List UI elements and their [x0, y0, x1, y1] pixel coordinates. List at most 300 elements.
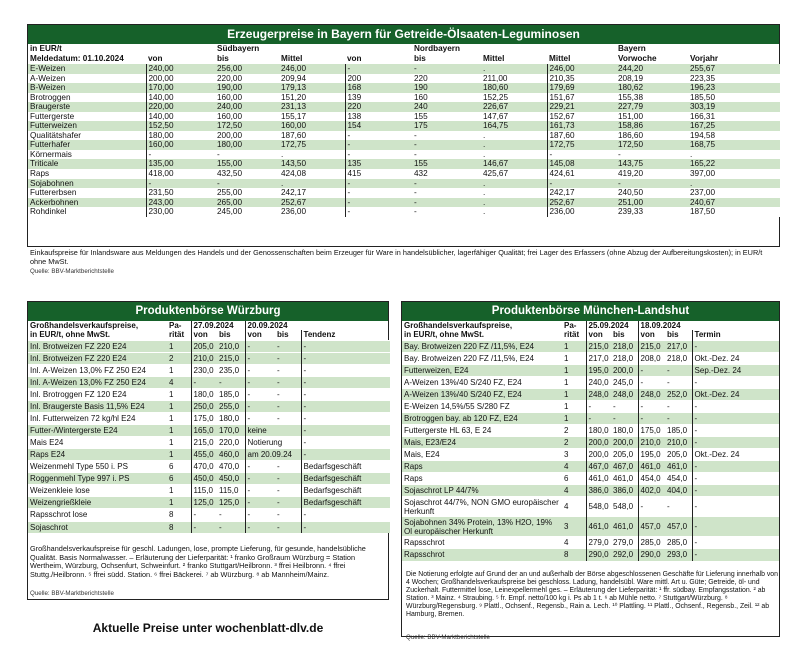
- table-cell: 155,17: [279, 112, 345, 122]
- row-label: Rapsschrot: [404, 538, 445, 548]
- table-row: [28, 449, 390, 461]
- table-cell: -: [277, 353, 280, 363]
- table-cell: 140,00: [148, 111, 174, 121]
- table-cell: 455,0: [191, 449, 217, 461]
- table-cell: 460,0: [219, 450, 240, 460]
- table-cell: 223,35: [690, 73, 716, 83]
- row-label: Raps: [28, 169, 146, 179]
- parity-cell: 1: [169, 414, 174, 424]
- table-cell: -: [277, 402, 280, 412]
- table-cell: 210,35: [549, 73, 575, 83]
- table-cell: -: [549, 149, 553, 159]
- table-cell: 125,0: [219, 498, 240, 508]
- table-cell: 180,0: [613, 426, 634, 436]
- table-cell: 175,0: [638, 425, 665, 437]
- table-cell: 220,00: [217, 73, 243, 83]
- parity-cell: 1: [564, 341, 569, 351]
- table-row: [28, 376, 390, 388]
- table-cell: 215,0: [586, 340, 611, 352]
- parity-cell: 6: [169, 462, 174, 472]
- table-cell: 467,0: [613, 462, 634, 472]
- parity-cell: 8: [169, 522, 174, 532]
- table-row: [402, 352, 779, 364]
- table-cell: Okt.-Dez. 24: [692, 389, 779, 401]
- row-label: Futterhafer: [28, 140, 146, 150]
- table-cell: 155: [414, 159, 428, 169]
- ml-parity-2: rität: [564, 330, 580, 340]
- table-cell: 415: [347, 169, 362, 179]
- table-cell: 450,0: [191, 473, 217, 485]
- wb-col-bis: bis: [219, 330, 231, 340]
- table-row: [28, 188, 780, 198]
- parity-cell: 4: [564, 462, 569, 472]
- row-label: Futter-/Wintergerste E24: [30, 426, 118, 436]
- table-cell: 151,00: [618, 111, 644, 121]
- table-cell: 115,0: [191, 485, 217, 497]
- table-cell: 164,75: [481, 121, 547, 131]
- table-cell: -: [549, 178, 553, 188]
- table-cell: 190: [414, 83, 428, 93]
- row-label: Futterweizen: [28, 121, 146, 131]
- producer-prices-panel: [27, 24, 780, 247]
- table-row: [28, 340, 390, 352]
- table-cell: 155: [414, 111, 428, 121]
- table-cell: 218,0: [667, 353, 688, 363]
- table-cell: -: [219, 522, 222, 532]
- table-row: [28, 461, 390, 473]
- table-cell: .: [279, 179, 345, 189]
- table-cell: 186,60: [618, 130, 644, 140]
- group-nordbayern: Nordbayern: [414, 44, 460, 53]
- table-cell: -: [301, 352, 390, 364]
- table-cell: 208,0: [638, 352, 665, 364]
- wuerzburg-source: Quelle: BBV-Marktberichtstelle: [30, 590, 114, 597]
- table-cell: 220: [414, 73, 428, 83]
- producer-prices-note: Einkaufspreise für Inlandsware aus Meldungen des Handels und der Genossenschaften beim Erzeuger für Ware in handelsüblicher, lagerfähiger Qualität; frei Lager des Erfassers (ohne Abzug der Aufbereitungskosten); in EUR/t ohne MwSt.: [30, 248, 763, 266]
- row-label: Futtererbsen: [28, 188, 146, 198]
- table-cell: 179,13: [279, 83, 345, 93]
- table-cell: 185,0: [219, 390, 240, 399]
- table-row: [28, 150, 780, 160]
- table-cell: 217,0: [667, 341, 688, 351]
- table-row: [28, 102, 780, 112]
- table-cell: 160,00: [148, 140, 174, 150]
- table-cell: 208,19: [618, 73, 644, 83]
- date-label: Meldedatum: 01.10.2024: [30, 54, 124, 63]
- wuerzburg-note: Großhandelsverkaufspreise für geschl. Ladungen, lose, prompte Lieferung, für gesunde, handelsübliche Qualität. Basis Normalwasser. – Erläuterung der Lieferparität: ¹ franko Großraum Würzburg = Station Wertheim, Würzburg, Ochsenfurt, Schweinfurt. ² franko Stuttgart/Heilbronn. ³ ffrei Heilbronn. ⁴ ffrei Stuttg./Heilbronn. ⁵ ffrei südd. Station. ⁶ ffrei Bäckerei. ⁷ ab Würzburg. ⁸ ab Mannheim/Mainz.: [30, 544, 366, 579]
- table-cell: 200,0: [586, 449, 611, 461]
- table-cell: -: [347, 130, 351, 140]
- table-row: [28, 140, 780, 150]
- row-label: Brotroggen bay. ab 120 FZ, E24: [404, 414, 518, 424]
- unit-label: in EUR/t: [30, 44, 62, 53]
- table-cell: -: [586, 413, 611, 425]
- col-von: von: [347, 54, 362, 63]
- ml-col-bis: bis: [667, 330, 679, 340]
- producer-prices-title: Erzeugerpreise in Bayern für Getreide-Ölsaaten-Leguminosen: [28, 25, 779, 44]
- table-cell: 461,0: [667, 462, 688, 472]
- table-cell: -: [301, 364, 390, 376]
- col-von: von: [148, 54, 163, 63]
- table-cell: 229,21: [549, 102, 575, 112]
- row-label: Futtergerste: [28, 112, 146, 122]
- ml-col-termin: Termin: [692, 330, 779, 340]
- table-cell: 231,13: [279, 102, 345, 112]
- table-cell: -: [638, 497, 665, 517]
- table-cell: 242,17: [549, 188, 575, 198]
- table-row: [402, 517, 779, 537]
- row-label: Rapsschrot: [404, 550, 445, 560]
- row-label: Raps: [404, 474, 423, 484]
- parity-cell: 1: [169, 486, 174, 496]
- table-cell: -: [347, 149, 351, 159]
- table-cell: 160,00: [217, 111, 243, 121]
- table-cell: .: [481, 198, 547, 208]
- table-cell: -: [277, 377, 280, 387]
- table-cell: 187,60: [549, 130, 575, 140]
- row-label: A-Weizen 13%/40 S/240 FZ, E24: [404, 390, 522, 399]
- table-cell: 246,00: [549, 64, 575, 73]
- table-cell: -: [219, 510, 222, 520]
- table-row: [402, 549, 779, 561]
- parity-cell: 4: [564, 502, 569, 512]
- table-cell: .: [279, 150, 345, 160]
- table-row: [28, 198, 780, 208]
- table-row: [28, 352, 390, 364]
- table-cell: 255,00: [217, 188, 243, 198]
- table-cell: .: [481, 131, 547, 141]
- table-cell: 160,00: [217, 92, 243, 102]
- table-cell: 240,0: [586, 376, 611, 388]
- muenchen-table: [402, 321, 779, 561]
- row-label: Raps: [404, 462, 423, 472]
- table-cell: -: [414, 140, 417, 150]
- table-cell: 152,25: [481, 93, 547, 103]
- row-label: Sojaschrot 44/7%, NON GMO europäischer Herkunft: [404, 497, 559, 516]
- table-cell: -: [347, 197, 351, 207]
- parity-cell: 1: [169, 498, 174, 508]
- table-cell: 218,0: [613, 353, 634, 363]
- table-cell: -: [692, 549, 779, 561]
- table-cell: -: [191, 521, 217, 533]
- table-cell: 419,20: [618, 169, 644, 179]
- table-cell: 242,17: [279, 188, 345, 198]
- table-cell: 115,0: [219, 486, 239, 496]
- table-cell: 190,00: [217, 83, 243, 93]
- wuerzburg-title: Produktenbörse Würzburg: [28, 302, 388, 321]
- table-cell: 180,00: [148, 130, 174, 140]
- row-label: Mais, E23/E24: [404, 438, 457, 448]
- table-row: [402, 461, 779, 473]
- wb-head-line1: Großhandelsverkaufspreise,: [30, 321, 139, 330]
- table-cell: -: [347, 64, 351, 73]
- row-label: E-Weizen 14,5%/55 S/280 FZ: [404, 402, 510, 412]
- table-cell: -: [638, 401, 665, 413]
- table-cell: .: [481, 179, 547, 189]
- table-cell: 175,0: [191, 413, 217, 425]
- table-cell: .: [690, 178, 693, 188]
- table-cell: 461,0: [586, 517, 611, 537]
- row-label: Triticale: [28, 159, 146, 169]
- table-cell: Okt.-Dez. 24: [692, 449, 779, 461]
- table-row: [402, 473, 779, 485]
- row-label: Sojaschrot: [30, 522, 68, 532]
- table-cell: 200,00: [148, 73, 174, 83]
- row-label: Futtergerste HL 63, E 24: [404, 426, 492, 436]
- table-row: [28, 485, 390, 497]
- table-cell: -: [277, 365, 280, 375]
- table-cell: -: [667, 402, 670, 412]
- table-cell: Bedarfsgeschäft: [301, 461, 390, 473]
- table-row: [402, 340, 779, 352]
- table-cell: -: [301, 340, 390, 352]
- table-cell: 135,00: [148, 159, 174, 169]
- table-cell: -: [301, 389, 390, 401]
- table-row: [28, 413, 390, 425]
- table-cell: -: [245, 509, 275, 521]
- table-cell: -: [191, 376, 217, 388]
- table-cell: -: [148, 178, 152, 188]
- table-cell: 165,22: [690, 159, 716, 169]
- table-cell: 200: [347, 73, 362, 83]
- parity-cell: 2: [169, 353, 174, 363]
- parity-cell: 1: [169, 341, 174, 351]
- table-cell: 461,0: [613, 474, 634, 484]
- parity-cell: 1: [564, 377, 569, 387]
- table-cell: 160: [414, 92, 428, 102]
- table-cell: 303,19: [690, 102, 716, 112]
- table-cell: 194,58: [690, 130, 716, 140]
- table-cell: -: [692, 461, 779, 473]
- table-cell: 205,0: [667, 450, 688, 460]
- ml-head-line1: Großhandelsverkaufspreise,: [404, 321, 513, 330]
- table-cell: 397,00: [690, 169, 716, 179]
- wb-parity-1: Pa-: [169, 321, 182, 330]
- table-cell: 220: [347, 102, 362, 112]
- table-cell: -: [667, 365, 670, 375]
- col-bis: bis: [414, 54, 426, 63]
- parity-cell: 4: [169, 377, 174, 387]
- table-cell: -: [692, 473, 779, 485]
- table-row: [28, 159, 780, 169]
- table-row: [402, 364, 779, 376]
- table-cell: 161,73: [549, 121, 575, 131]
- ml-head-line2: in EUR/t, ohne MwSt.: [404, 330, 484, 340]
- row-label: Inl. Braugerste Basis 11,5% E24: [30, 402, 145, 412]
- table-cell: 215,0: [219, 353, 240, 363]
- table-cell: 235,0: [219, 365, 240, 375]
- table-cell: 195,0: [586, 364, 611, 376]
- row-label: B-Weizen: [28, 83, 146, 93]
- table-row: [402, 485, 779, 497]
- table-row: [402, 425, 779, 437]
- table-cell: 252,67: [549, 197, 575, 207]
- parity-cell: 1: [169, 438, 174, 448]
- table-cell: -: [414, 188, 417, 198]
- row-label: Raps E24: [30, 450, 66, 460]
- table-cell: 146,67: [481, 159, 547, 169]
- col-mittel: Mittel: [483, 54, 505, 63]
- table-cell: -: [277, 462, 280, 472]
- muenchen-source: Quelle: BBV-Marktberichtstelle: [406, 634, 490, 641]
- table-cell: 457,0: [638, 517, 665, 537]
- table-cell: -: [414, 207, 417, 217]
- table-row: [28, 389, 390, 401]
- table-row: [28, 169, 780, 179]
- table-row: [402, 389, 779, 401]
- table-cell: -: [301, 413, 390, 425]
- table-cell: -: [277, 498, 280, 508]
- table-cell: 250,0: [191, 401, 217, 413]
- row-label: Körnermais: [28, 150, 146, 160]
- table-cell: 243,00: [148, 197, 174, 207]
- muenchen-note: Die Notierung erfolgte auf Grund der an und außerhalb der Börse abgeschlossenen Geschäfte für Lieferung innerhalb von 4 Wochen; Großhandelsverkaufspreise bei geschloss. Ladung, handelsübl. Ware mittl. Art u. Güte; Getreide, öl- und Zuckerhalt. Futtermittel lose, Leinexpellermehl ges. – Erläuterung der Lieferparität: ¹ ffr. südbay. Empfangsstation. ² ab Station. ³ Mainz. ⁴ Straubing. ⁵ fr. Empf. netto/100 kg i. Ps ab 1 t. ⁶ ab Mühle netto. ⁷ Stuttgart/Würzburg. ⁸ Würzburg/Regensburg. ⁹ Plattl., Ochsenf., Regensb., Rain a. Lech. ¹⁰ Plattling. ¹¹ Plattl., Ochsenf., Regensb., Zeil. ¹² ab Hamburg, Bremen.: [406, 571, 778, 618]
- parity-cell: 1: [169, 365, 174, 375]
- col-mittel: Mittel: [281, 54, 303, 63]
- table-cell: 220,0: [219, 438, 240, 448]
- table-cell: 424,61: [549, 169, 575, 179]
- group-bayern: Bayern: [618, 44, 646, 53]
- table-cell: -: [245, 340, 275, 352]
- table-cell: 255,67: [690, 64, 716, 73]
- table-cell: 226,67: [481, 102, 547, 112]
- parity-cell: 3: [564, 450, 569, 460]
- row-label: Roggenmehl Type 997 i. PS: [30, 474, 130, 484]
- parity-cell: 1: [169, 426, 174, 436]
- table-cell: -: [301, 449, 390, 461]
- table-cell: -: [301, 509, 390, 521]
- table-cell: 172,75: [549, 140, 575, 150]
- table-cell: 166,31: [690, 111, 716, 121]
- table-cell: -: [245, 473, 275, 485]
- table-cell: 248,0: [586, 389, 611, 401]
- table-row: [28, 83, 780, 93]
- table-cell: 285,0: [638, 537, 665, 549]
- wb-col-von: von: [245, 330, 275, 340]
- parity-cell: 1: [564, 414, 569, 424]
- table-cell: 187,60: [279, 131, 345, 141]
- table-cell: -: [692, 485, 779, 497]
- row-label: Mais, E24: [404, 450, 440, 460]
- table-cell: 180,0: [191, 389, 217, 401]
- parity-cell: 4: [564, 486, 569, 496]
- table-cell: [275, 425, 301, 437]
- table-cell: 135: [347, 159, 362, 169]
- table-row: [28, 425, 390, 437]
- table-cell: 256,00: [217, 64, 243, 73]
- table-cell: -: [638, 376, 665, 388]
- row-label: Brotroggen: [28, 93, 146, 103]
- table-cell: -: [347, 207, 351, 217]
- table-cell: Bedarfsgeschäft: [301, 497, 390, 509]
- table-cell: -: [347, 178, 351, 188]
- table-cell: -: [245, 521, 275, 533]
- row-label: Ackerbohnen: [28, 198, 146, 208]
- row-label: Sojaschrot LP 44/7%: [404, 486, 479, 496]
- table-cell: 154: [347, 121, 362, 131]
- row-label: Inl. Brotroggen FZ 120 E24: [30, 390, 127, 399]
- table-cell: -: [618, 149, 621, 159]
- table-cell: 158,86: [618, 121, 644, 131]
- wb-parity-2: rität: [169, 330, 185, 340]
- table-cell: -: [638, 364, 665, 376]
- table-cell: 240,67: [690, 197, 716, 207]
- table-cell: 404,0: [667, 486, 688, 496]
- table-cell: 245,0: [613, 377, 634, 387]
- table-cell: 180,60: [481, 83, 547, 93]
- table-cell: -: [692, 497, 779, 517]
- table-row: [28, 364, 390, 376]
- row-label: Inl. Brotweizen FZ 220 E24: [30, 353, 127, 363]
- row-label: Futterweizen, E24: [404, 365, 469, 375]
- table-cell: 179,69: [549, 83, 575, 93]
- row-label: Mais E24: [30, 438, 64, 448]
- table-cell: -: [245, 389, 275, 401]
- row-label: Inl. Futterweizen 72 kg/hl E24: [30, 414, 136, 424]
- row-label: Weizenkleie lose: [30, 486, 90, 496]
- table-cell: 205,0: [613, 450, 634, 460]
- table-cell: 195,0: [638, 449, 665, 461]
- table-cell: -: [301, 401, 390, 413]
- table-cell: .: [481, 150, 547, 160]
- table-cell: -: [277, 522, 280, 532]
- table-cell: 252,0: [667, 390, 688, 399]
- table-row: [402, 413, 779, 425]
- row-label: Weizengrießkleie: [30, 498, 92, 508]
- table-cell: 432,50: [217, 169, 243, 179]
- table-cell: 548,0: [586, 497, 611, 517]
- table-cell: 172,50: [217, 121, 243, 131]
- table-cell: -: [219, 377, 222, 387]
- parity-cell: 1: [564, 390, 569, 399]
- table-cell: 220,00: [148, 102, 174, 112]
- table-cell: -: [692, 376, 779, 388]
- table-cell: 170,00: [148, 83, 174, 93]
- parity-cell: 1: [169, 390, 174, 399]
- table-cell: 237,00: [690, 188, 716, 198]
- table-cell: .: [481, 207, 547, 217]
- table-cell: -: [301, 425, 390, 437]
- table-cell: 240,50: [618, 188, 644, 198]
- table-cell: 180,62: [618, 83, 644, 93]
- group-sudbayern: Südbayern: [217, 44, 260, 53]
- row-label: A-Weizen 13%/40 S/240 FZ, E24: [404, 377, 522, 387]
- table-cell: 424,08: [279, 169, 345, 179]
- table-cell: 418,00: [148, 169, 174, 179]
- table-cell: -: [245, 461, 275, 473]
- row-label: A-Weizen: [28, 74, 146, 84]
- table-cell: 155,38: [618, 92, 644, 102]
- table-cell: -: [277, 474, 280, 484]
- parity-cell: 6: [564, 474, 569, 484]
- table-row: [28, 207, 780, 217]
- table-cell: -: [277, 341, 280, 351]
- table-cell: -: [692, 425, 779, 437]
- table-cell: -: [191, 509, 217, 521]
- ml-date-2: 18.09.2024: [638, 321, 692, 330]
- table-cell: 230,0: [191, 364, 217, 376]
- table-cell: 167,25: [690, 121, 716, 131]
- parity-cell: 8: [564, 550, 569, 560]
- table-cell: 143,50: [279, 159, 345, 169]
- table-cell: 211,00: [481, 74, 547, 84]
- table-cell: 152,67: [549, 111, 575, 121]
- table-row: [402, 449, 779, 461]
- table-cell: -: [613, 414, 616, 424]
- footer-link-text: Aktuelle Preise unter wochenblatt-dlv.de: [92, 621, 324, 635]
- table-cell: 285,0: [667, 538, 688, 548]
- table-row: [28, 131, 780, 141]
